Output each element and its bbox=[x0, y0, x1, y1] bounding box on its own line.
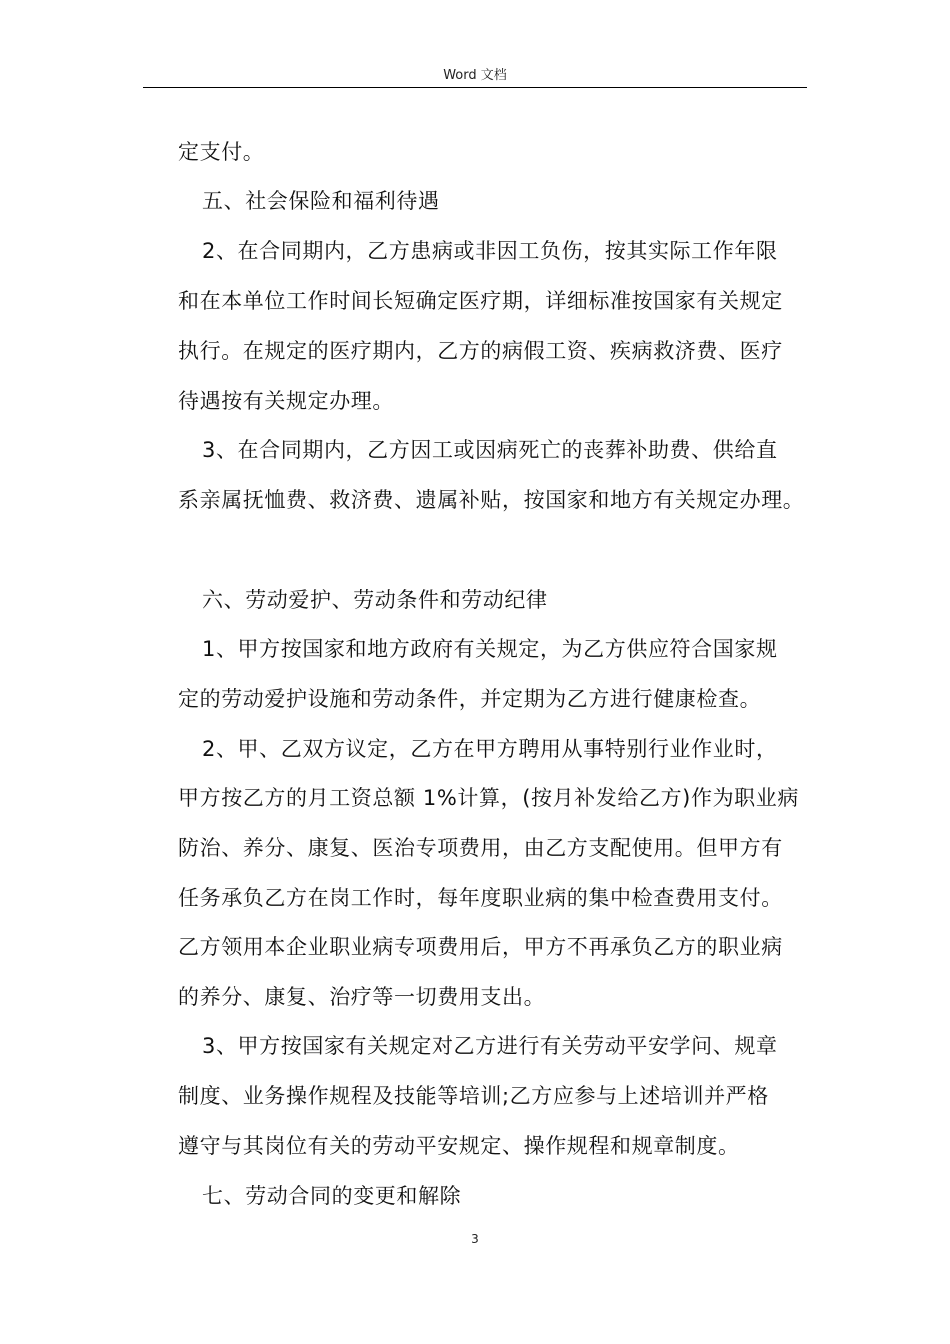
paragraph-line: 任务承负乙方在岗工作时，每年度职业病的集中检查费用支付。 bbox=[178, 886, 783, 910]
paragraph-line: 制度、业务操作规程及技能等培训;乙方应参与上述培训并严格 bbox=[178, 1084, 769, 1108]
paragraph-line: 2、在合同期内，乙方患病或非因工负伤，按其实际工作年限 bbox=[202, 239, 778, 263]
paragraph-line: 和在本单位工作时间长短确定医疗期，详细标准按国家有关规定 bbox=[178, 289, 783, 313]
paragraph-line: 定支付。 bbox=[178, 140, 265, 164]
paragraph-line: 待遇按有关规定办理。 bbox=[178, 389, 394, 413]
paragraph-line: 2、甲、乙双方议定，乙方在甲方聘用从事特别行业作业时， bbox=[202, 737, 778, 761]
section-heading: 六、劳动爱护、劳动条件和劳动纪律 bbox=[202, 588, 548, 612]
paragraph-line: 系亲属抚恤费、救济费、遗属补贴，按国家和地方有关规定办理。 bbox=[178, 488, 805, 512]
paragraph-line: 执行。在规定的医疗期内，乙方的病假工资、疾病救济费、医疗 bbox=[178, 339, 783, 363]
paragraph-line: 甲方按乙方的月工资总额 1%计算，(按月补发给乙方)作为职业病 bbox=[178, 786, 799, 810]
paragraph-line: 3、在合同期内，乙方因工或因病死亡的丧葬补助费、供给直 bbox=[202, 438, 778, 462]
paragraph-line: 1、甲方按国家和地方政府有关规定，为乙方供应符合国家规 bbox=[202, 637, 778, 661]
paragraph-line: 遵守与其岗位有关的劳动平安规定、操作规程和规章制度。 bbox=[178, 1134, 740, 1158]
paragraph-line: 防治、养分、康复、医治专项费用，由乙方支配使用。但甲方有 bbox=[178, 836, 783, 860]
paragraph-line: 3、甲方按国家有关规定对乙方进行有关劳动平安学问、规章 bbox=[202, 1034, 778, 1058]
paragraph-line: 乙方领用本企业职业病专项费用后，甲方不再承负乙方的职业病 bbox=[178, 935, 783, 959]
page-number: 3 bbox=[471, 1232, 479, 1246]
page-header-title: Word 文档 bbox=[443, 68, 507, 83]
page-header-rule bbox=[143, 87, 807, 88]
paragraph-line: 的养分、康复、治疗等一切费用支出。 bbox=[178, 985, 546, 1009]
paragraph-line: 定的劳动爱护设施和劳动条件，并定期为乙方进行健康检查。 bbox=[178, 687, 762, 711]
section-heading: 七、劳动合同的变更和解除 bbox=[202, 1184, 462, 1208]
section-heading: 五、社会保险和福利待遇 bbox=[202, 189, 440, 213]
